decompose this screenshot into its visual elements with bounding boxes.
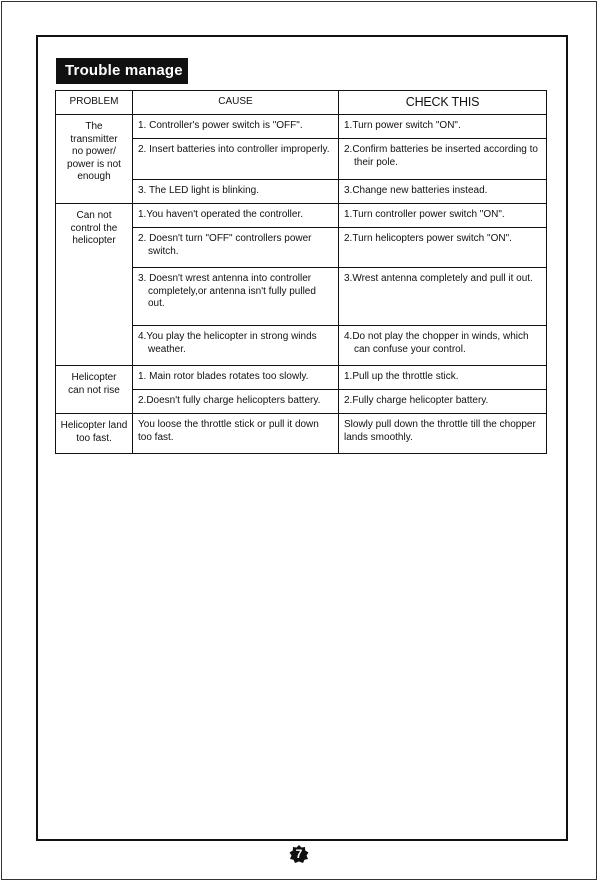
check-cell: 2.Confirm batteries be inserted according to their pole.	[344, 144, 538, 168]
check-cell: 2.Fully charge helicopter battery.	[339, 390, 547, 414]
check-cell: Slowly pull down the throttle till the chopper lands smoothly.	[339, 414, 547, 454]
table-row	[56, 204, 547, 228]
header-problem: PROBLEM	[56, 91, 133, 115]
cause-cell: 3. Doesn't wrest antenna into controller completely,or antenna isn't fully pulled out.	[138, 273, 316, 309]
table-row	[56, 414, 547, 454]
problem-cannot-control	[56, 204, 133, 366]
check-cell: 3.Change new batteries instead.	[339, 180, 547, 204]
check-cell: 3.Wrest antenna completely and pull it out.	[339, 268, 547, 326]
problem-transmitter-power	[56, 115, 133, 204]
problem-text: Helicopter land too fast.	[60, 420, 128, 444]
table-row	[56, 115, 547, 139]
cause-cell: 1. Controller's power switch is "OFF".	[133, 115, 339, 139]
cause-cell: 1. Main rotor blades rotates too slowly.	[133, 366, 339, 390]
problem-text: The transmitter no power/ power is not enough	[67, 121, 121, 182]
cause-cell: 2.Doesn't fully charge helicopters battery.	[133, 390, 339, 414]
check-cell: 1.Turn power switch "ON".	[339, 115, 547, 139]
check-cell: 1.Turn controller power switch "ON".	[339, 204, 547, 228]
check-cell: 4.Do not play the chopper in winds, which can confuse your control.	[344, 331, 529, 355]
page-number: 7	[295, 847, 303, 861]
cause-cell: 4.You play the helicopter in strong winds weather.	[138, 331, 317, 355]
header-cause: CAUSE	[133, 91, 339, 115]
problem-land-too-fast	[56, 414, 133, 454]
problem-cannot-rise	[56, 366, 133, 414]
cause-cell: You loose the throttle stick or pull it down too fast.	[133, 414, 339, 454]
check-cell: 1.Pull up the throttle stick.	[339, 366, 547, 390]
table-header-row	[56, 91, 547, 115]
problem-text: Can not control the helicopter	[70, 210, 118, 246]
section-title: Trouble manage	[56, 58, 188, 84]
cause-cell: 1.You haven't operated the controller.	[133, 204, 339, 228]
cause-cell: 2. Insert batteries into controller improperly.	[138, 144, 330, 155]
header-check-this: CHECK THIS	[339, 91, 547, 115]
cause-cell: 3. The LED light is blinking.	[133, 180, 339, 204]
check-cell: 2.Turn helicopters power switch "ON".	[339, 228, 547, 268]
page-number-badge	[288, 844, 310, 864]
cause-cell: 2. Doesn't turn "OFF" controllers power switch.	[138, 233, 312, 257]
table-row	[56, 366, 547, 390]
troubleshooting-table	[55, 90, 547, 454]
problem-text: Helicopter can not rise	[68, 372, 120, 396]
